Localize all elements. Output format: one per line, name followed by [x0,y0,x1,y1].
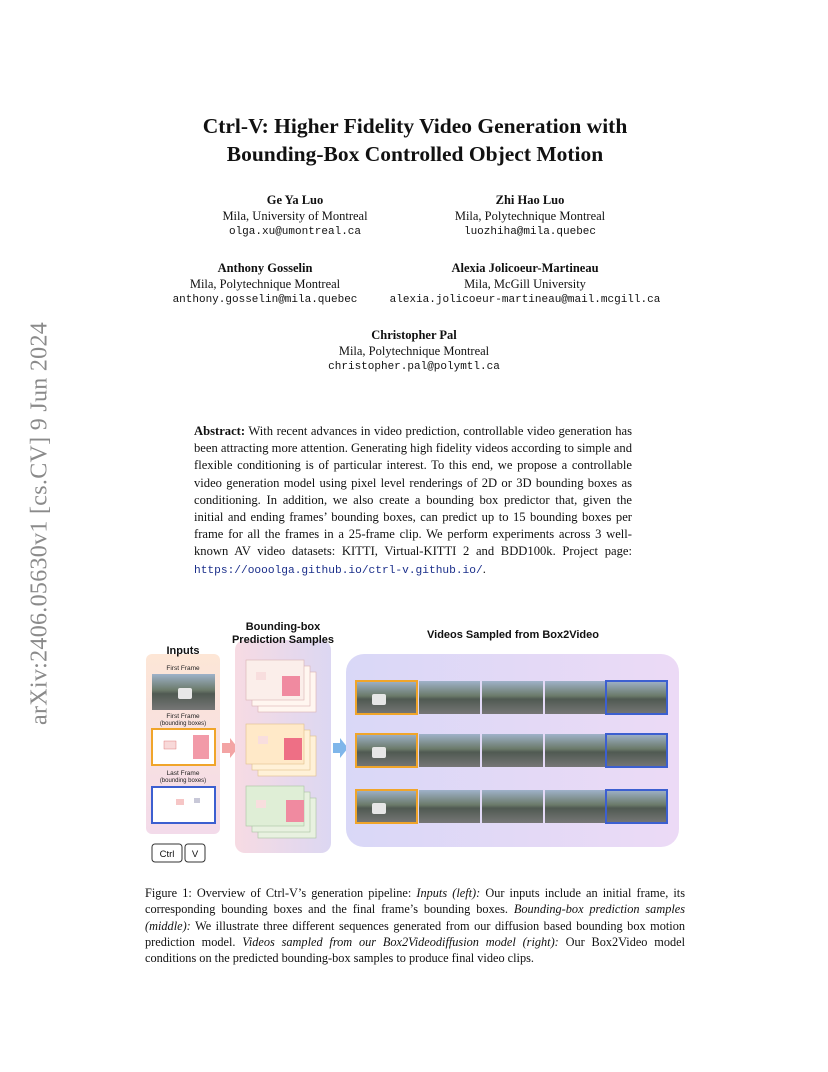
caption-label: Figure 1: Overview of Ctrl-V’s generation pipeline: [145,886,417,900]
bbox-sample-2-box-b [284,738,302,760]
author-name: Christopher Pal [371,328,457,342]
first-frame-label: First Frame [166,665,200,672]
abstract-body: With recent advances in video prediction, controllable video generation has been attracting more attention. Generating high fidelity videos according to simple and flexible conditioning is of particular interest. To this end, we propose a controllable video generation model using pixel level renderings of 2D or 3D bounding boxes as conditioning. In addition, we also create a bounding box predictor that, given the initial and ending frames’ bounding boxes, can predict up to 15 bounding boxes per frame for all the frames in a 25-frame clip. We perform experiments across 3 well-known AV video datasets: KITTI, Virtual-KITTI 2 and BDD100k. Project page: [194,424,632,559]
last-frame-box-a [176,799,184,805]
first-frame-car [178,688,192,699]
author-block-2 [425,192,635,240]
author-email: alexia.jolicoeur-martineau@mail.mcgill.ca [389,294,661,306]
video-2-frame-5 [606,734,667,767]
video-row-2 [356,734,667,767]
ctrl-key-label: Ctrl [159,849,175,860]
last-frame-bbox-label: Last Frame [166,770,200,777]
video-3-car [372,803,386,814]
video-2-frame-3 [482,734,543,767]
video-1-car [372,694,386,705]
author-name: Zhi Hao Luo [495,193,565,207]
video-3-frame-5 [606,790,667,823]
title-line-2: Bounding-Box Controlled Object Motion [226,142,604,166]
pipeline-diagram [140,614,685,869]
caption-text-2: We illustrate three different sequences generated from our diffusion based bounding box motion prediction model. [145,918,685,949]
author-affiliation: Mila, McGill University [464,277,586,291]
first-frame-box-a [164,741,176,749]
video-3-frame-4 [545,790,606,823]
author-name: Anthony Gosselin [217,261,313,275]
bbox-title-1: Bounding-box [245,621,321,633]
abstract-label: Abstract: [194,424,246,438]
author-block-5 [309,327,519,375]
video-2-frame-4 [545,734,606,767]
bbox-sample-1-box-a [256,672,266,680]
author-affiliation: Mila, Polytechnique Montreal [338,344,490,358]
figure-1 [140,614,685,869]
video-1-frame-4 [545,681,606,714]
author-email: olga.xu@umontreal.ca [228,226,362,238]
author-affiliation: Mila, Polytechnique Montreal [189,277,341,291]
author-email: christopher.pal@polymtl.ca [328,361,500,373]
caption-text-3: Our Box2Video model conditions on the predicted bounding-box samples to produce final video clips. [145,934,685,966]
video-1-frame-2 [419,681,480,714]
author-email: luozhiha@mila.quebec [463,226,597,238]
author-name: Alexia Jolicoeur-Martineau [451,261,599,275]
video-3-frame-3 [482,790,543,823]
v-key-label: V [191,849,199,860]
caption-videos-italic: Videos sampled from our Box2Videodiffusion model (right): [242,934,559,949]
author-affiliation: Mila, University of Montreal [222,209,368,223]
inputs-title: Inputs [166,645,200,657]
bbox-sample-1-box-b [282,676,300,696]
video-2-car [372,747,386,758]
caption-text-1: Our inputs include an initial frame, its corresponding bounding boxes and the final frame’s bounding boxes. [145,886,685,917]
video-1-frame-1 [356,681,417,714]
abstract-end: . [482,561,486,576]
video-3-frame-1 [356,790,417,823]
author-affiliation: Mila, Polytechnique Montreal [454,209,606,223]
video-2-frame-1 [356,734,417,767]
paper-title [100,112,730,168]
bbox-title-2: Prediction Samples [231,634,335,646]
caption-bbox-italic: Bounding-box prediction samples (middle): [145,902,686,933]
last-frame-bbox-sublabel: (bounding boxes) [159,778,207,784]
video-2-frame-2 [419,734,480,767]
bbox-sample-2-box-a [258,736,268,744]
arxiv-identifier: arXiv:2406.05630v1 [cs.CV] 9 Jun 2024 [26,321,53,726]
first-frame-bbox-label: First Frame [166,713,200,720]
videos-title: Videos Sampled from Box2Video [427,629,599,641]
video-3-frame-2 [419,790,480,823]
caption-inputs-italic: Inputs (left): [416,886,481,900]
abstract [194,423,632,580]
author-name: Ge Ya Luo [266,193,324,207]
video-row-1 [356,681,667,714]
author-block-1 [190,192,400,240]
author-email: anthony.gosselin@mila.quebec [172,294,358,306]
arrow-right-blue [333,738,348,758]
bbox-sample-3-box-b [286,800,304,822]
last-frame-box-b [194,798,200,803]
title-line-1: Ctrl-V: Higher Fidelity Video Generation with [202,114,628,138]
author-block-3 [160,260,370,308]
first-frame-box-b [193,735,209,759]
video-row-3 [356,790,667,823]
figure-1-caption [145,885,685,966]
project-page-link[interactable]: https://oooolga.github.io/ctrl-v.github.io/ [194,564,483,577]
video-1-frame-5 [606,681,667,714]
bbox-sample-3-box-a [256,800,266,808]
author-block-4 [380,260,670,308]
video-1-frame-3 [482,681,543,714]
first-frame-bbox-sublabel: (bounding boxes) [159,721,207,727]
